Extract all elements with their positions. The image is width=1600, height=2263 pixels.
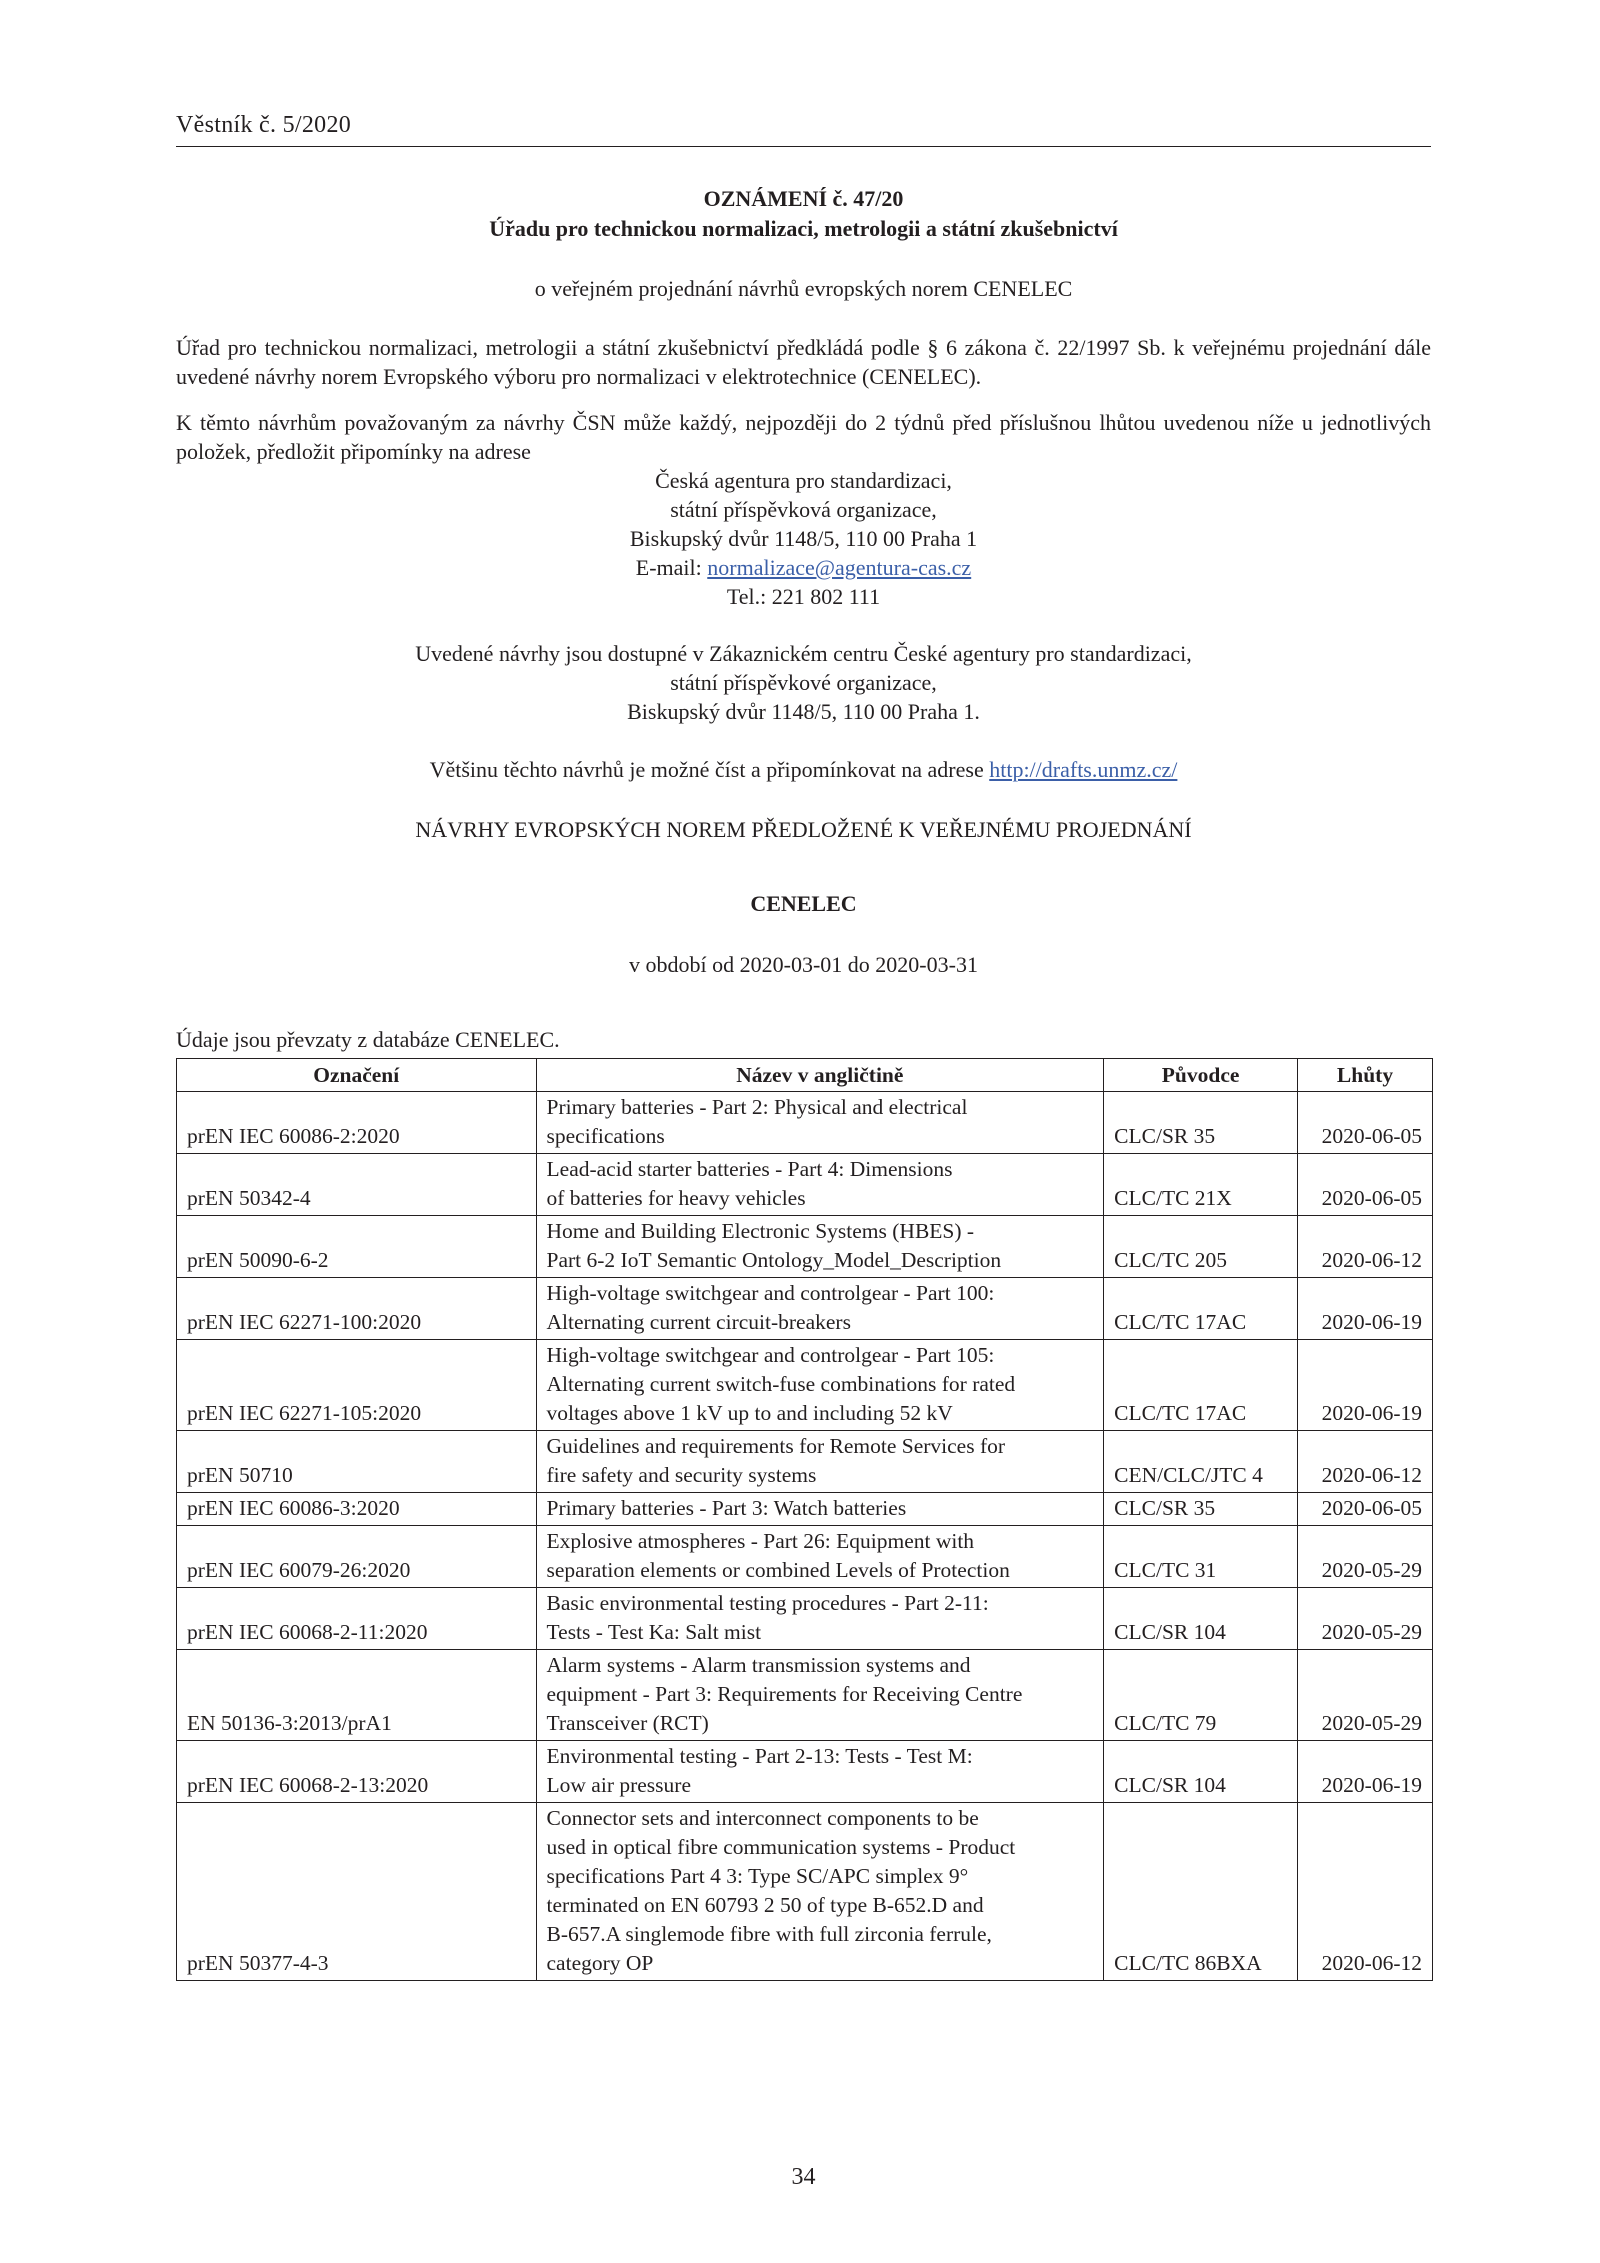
title-line: Home and Building Electronic Systems (HBES) -	[546, 1219, 975, 1243]
standard-deadline: 2020-06-19	[1298, 1278, 1433, 1340]
standard-origin: CLC/TC 205	[1104, 1216, 1298, 1278]
availability-block	[176, 639, 1431, 726]
title-line: separation elements or combined Levels of Protection	[546, 1558, 1010, 1582]
announcement-title: OZNÁMENÍ č. 47/20	[703, 186, 904, 211]
announcement-issuer: Úřadu pro technickou normalizaci, metrologii a státní zkušebnictví	[489, 216, 1118, 241]
standard-origin: CLC/SR 104	[1104, 1741, 1298, 1803]
standard-title	[536, 1340, 1104, 1431]
standard-title	[536, 1278, 1104, 1340]
standard-id: prEN IEC 60086-2:2020	[177, 1092, 537, 1154]
address-line-1: Česká agentura pro standardizaci,	[655, 468, 952, 493]
title-line: specifications	[546, 1124, 665, 1148]
title-line: High-voltage switchgear and controlgear - Part 100:	[546, 1281, 995, 1305]
address-line-3: Biskupský dvůr 1148/5, 110 00 Praha 1	[629, 526, 978, 551]
standard-deadline: 2020-06-05	[1298, 1154, 1433, 1216]
organization-heading: CENELEC	[750, 891, 857, 916]
standard-deadline: 2020-06-12	[1298, 1431, 1433, 1493]
title-line: Tests - Test Ka: Salt mist	[546, 1620, 762, 1644]
standard-deadline: 2020-06-05	[1298, 1493, 1433, 1526]
standard-id: prEN IEC 60068-2-11:2020	[177, 1588, 537, 1650]
table-row	[177, 1741, 1433, 1803]
title-line: Primary batteries - Part 3: Watch batteries	[546, 1496, 907, 1520]
standard-deadline: 2020-06-12	[1298, 1216, 1433, 1278]
title-line: voltages above 1 kV up to and including 52 kV	[546, 1401, 953, 1425]
title-line: specifications Part 4 3: Type SC/APC simplex 9°	[546, 1864, 969, 1888]
table-row	[177, 1650, 1433, 1741]
running-header	[176, 112, 1431, 147]
title-line: Alternating current switch-fuse combinations for rated	[546, 1372, 1016, 1396]
running-title: Věstník č. 5/2020	[176, 112, 352, 138]
email-link[interactable]: normalizace@agentura-cas.cz	[707, 555, 972, 580]
comments-paragraph: K těmto návrhům považovaným za návrhy ČSN může každý, nejpozději do 2 týdnů před příslušnou lhůtou uvedenou níže u jednotlivých položek, předložit připomínky na adrese	[176, 410, 1431, 464]
standard-deadline: 2020-06-19	[1298, 1741, 1433, 1803]
email-label: E-mail:	[635, 555, 708, 580]
title-line: of batteries for heavy vehicles	[546, 1186, 806, 1210]
table-row	[177, 1092, 1433, 1154]
standard-origin: CLC/TC 17AC	[1104, 1340, 1298, 1431]
standard-id: EN 50136-3:2013/prA1	[177, 1650, 537, 1741]
table-row	[177, 1278, 1433, 1340]
table-row	[177, 1803, 1433, 1981]
source-note: Údaje jsou převzaty z databáze CENELEC.	[176, 1027, 560, 1052]
standard-title	[536, 1650, 1104, 1741]
standard-origin: CLC/TC 79	[1104, 1650, 1298, 1741]
standard-id: prEN IEC 60079-26:2020	[177, 1526, 537, 1588]
table-header-row	[177, 1059, 1433, 1092]
standard-id: prEN 50090-6-2	[177, 1216, 537, 1278]
online-line	[176, 755, 1431, 784]
table-row	[177, 1588, 1433, 1650]
title-line: Alternating current circuit-breakers	[546, 1310, 851, 1334]
table-row	[177, 1216, 1433, 1278]
table-row	[177, 1526, 1433, 1588]
standard-origin: CLC/SR 104	[1104, 1588, 1298, 1650]
standard-id: prEN 50342-4	[177, 1154, 537, 1216]
title-line: Part 6-2 IoT Semantic Ontology_Model_Description	[546, 1248, 1002, 1272]
title-line: Environmental testing - Part 2-13: Tests - Test M:	[546, 1744, 973, 1768]
title-line: fire safety and security systems	[546, 1463, 817, 1487]
standard-id: prEN IEC 60068-2-13:2020	[177, 1741, 537, 1803]
table-row	[177, 1154, 1433, 1216]
title-line: terminated on EN 60793 2 50 of type B-652.D and	[546, 1893, 984, 1917]
standard-id: prEN 50710	[177, 1431, 537, 1493]
standard-deadline: 2020-05-29	[1298, 1526, 1433, 1588]
announcement-subject: o veřejném projednání návrhů evropských norem CENELEC	[534, 276, 1073, 301]
standard-title	[536, 1588, 1104, 1650]
title-line: used in optical fibre communication systems - Product	[546, 1835, 1016, 1859]
section-title: NÁVRHY EVROPSKÝCH NOREM PŘEDLOŽENÉ K VEŘEJNÉMU PROJEDNÁNÍ	[415, 817, 1192, 842]
standard-origin: CLC/TC 17AC	[1104, 1278, 1298, 1340]
title-line: Connector sets and interconnect components to be	[546, 1806, 979, 1830]
address-block	[176, 466, 1431, 611]
standard-id: prEN IEC 60086-3:2020	[177, 1493, 537, 1526]
table-row	[177, 1493, 1433, 1526]
standard-title	[536, 1526, 1104, 1588]
title-line: Guidelines and requirements for Remote Services for	[546, 1434, 1006, 1458]
availability-line-2: státní příspěvkové organizace,	[670, 670, 937, 695]
title-line: Lead-acid starter batteries - Part 4: Dimensions	[546, 1157, 953, 1181]
standard-origin: CLC/SR 35	[1104, 1092, 1298, 1154]
column-header-title: Název v angličtině	[536, 1059, 1104, 1092]
column-header-origin: Původce	[1104, 1059, 1298, 1092]
standard-origin: CLC/SR 35	[1104, 1493, 1298, 1526]
standard-origin: CLC/TC 31	[1104, 1526, 1298, 1588]
column-header-deadline: Lhůty	[1298, 1059, 1433, 1092]
standard-id: prEN 50377-4-3	[177, 1803, 537, 1981]
period-text: v období od 2020-03-01 do 2020-03-31	[629, 952, 978, 977]
standard-title	[536, 1741, 1104, 1803]
table-body	[177, 1092, 1433, 1981]
standard-title	[536, 1154, 1104, 1216]
standard-id: prEN IEC 62271-100:2020	[177, 1278, 537, 1340]
title-line: category OP	[546, 1951, 654, 1975]
title-line: B-657.A singlemode fibre with full zirconia ferrule,	[546, 1922, 992, 1946]
table-row	[177, 1431, 1433, 1493]
title-line: Primary batteries - Part 2: Physical and electrical	[546, 1095, 968, 1119]
standard-deadline: 2020-05-29	[1298, 1650, 1433, 1741]
title-line: High-voltage switchgear and controlgear - Part 105:	[546, 1343, 995, 1367]
standard-title	[536, 1216, 1104, 1278]
standard-origin: CLC/TC 86BXA	[1104, 1803, 1298, 1981]
title-line: Explosive atmospheres - Part 26: Equipment with	[546, 1529, 975, 1553]
availability-line-3: Biskupský dvůr 1148/5, 110 00 Praha 1.	[627, 699, 980, 724]
standards-table	[176, 1058, 1433, 1981]
title-line: Low air pressure	[546, 1773, 691, 1797]
standard-deadline: 2020-06-19	[1298, 1340, 1433, 1431]
standard-title	[536, 1092, 1104, 1154]
title-line: equipment - Part 3: Requirements for Receiving Centre	[546, 1682, 1023, 1706]
title-line: Transceiver (RCT)	[546, 1711, 709, 1735]
page-number: 34	[791, 2164, 816, 2190]
table-row	[177, 1340, 1433, 1431]
standard-deadline: 2020-06-12	[1298, 1803, 1433, 1981]
standard-origin: CLC/TC 21X	[1104, 1154, 1298, 1216]
email-line	[176, 553, 1431, 582]
standard-title	[536, 1493, 1104, 1526]
availability-line-1: Uvedené návrhy jsou dostupné v Zákaznickém centru České agentury pro standardizaci,	[415, 641, 1192, 666]
standard-id: prEN IEC 62271-105:2020	[177, 1340, 537, 1431]
standard-deadline: 2020-05-29	[1298, 1588, 1433, 1650]
standard-title	[536, 1431, 1104, 1493]
title-line: Alarm systems - Alarm transmission systems and	[546, 1653, 971, 1677]
address-line-2: státní příspěvková organizace,	[670, 497, 937, 522]
title-line: Basic environmental testing procedures - Part 2-11:	[546, 1591, 989, 1615]
standard-title	[536, 1803, 1104, 1981]
standard-origin: CEN/CLC/JTC 4	[1104, 1431, 1298, 1493]
intro-paragraph: Úřad pro technickou normalizaci, metrologii a státní zkušebnictví předkládá podle § 6 zákona č. 22/1997 Sb. k veřejnému projednání dále uvedené návrhy norem Evropského výboru pro normalizaci v elektrotechnice (CENELEC).	[176, 335, 1431, 389]
drafts-link[interactable]: http://drafts.unmz.cz/	[989, 757, 1178, 782]
online-text: Většinu těchto návrhů je možné číst a připomínkovat na adrese	[429, 757, 990, 782]
phone-line: Tel.: 221 802 111	[726, 584, 881, 609]
standard-deadline: 2020-06-05	[1298, 1092, 1433, 1154]
column-header-id: Označení	[177, 1059, 537, 1092]
